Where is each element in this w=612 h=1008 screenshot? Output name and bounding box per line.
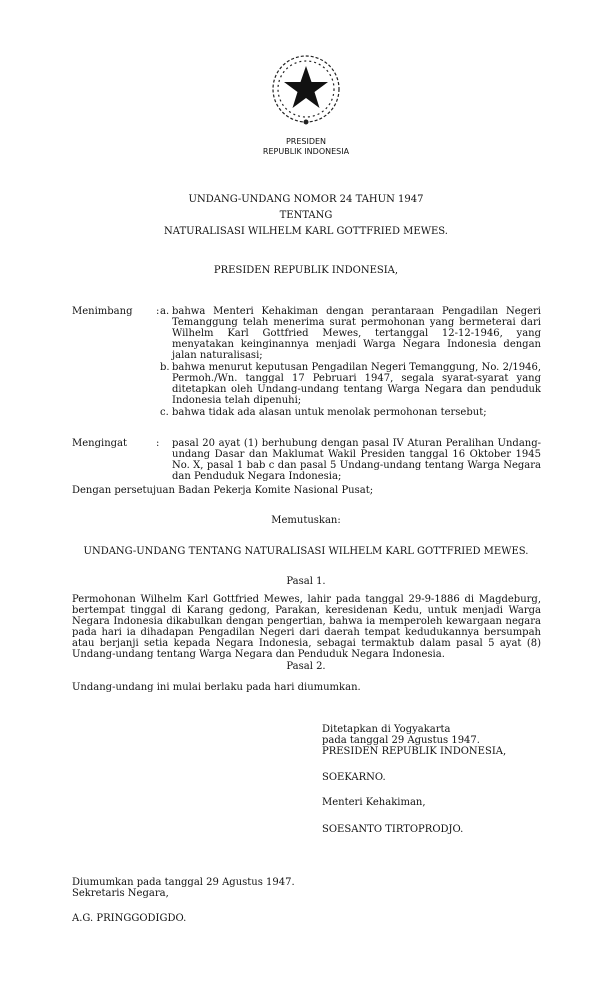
presidential-seal-icon	[268, 52, 344, 128]
title-line-3: NATURALISASI WILHELM KARL GOTTFRIED MEWES.	[164, 226, 448, 237]
menimbang-item-b: b. bahwa menurut keputusan Pengadilan Negeri Temanggung, No. 2/1946, Permoh./Wn. tanggal 17 Pebruari 1947, segala syarat-syarat yang ditetapkan oleh Undang-undang tentang Warga Negara dan penduduk Indonesia telah dipenuhi;	[160, 362, 541, 406]
signature-date: pada tanggal 29 Agustus 1947.	[322, 735, 480, 746]
promulgation-title: Sekretaris Negara,	[72, 888, 169, 899]
menimbang-item-c: c. bahwa tidak ada alasan untuk menolak permohonan tersebut;	[160, 407, 487, 418]
mengingat-text: pasal 20 ayat (1) berhubung dengan pasal IV Aturan Peralihan Undang-undang Dasar dan Maklumat Wakil Presiden tanggal 16 Oktober 1945 No. X, pasal 1 bab c dan pasal 5 Undang-undang tentang Warga Negara dan Penduduk Negara Indonesia;	[172, 438, 541, 482]
promulgation-date: Diumumkan pada tanggal 29 Agustus 1947.	[72, 877, 295, 888]
memutuskan: Memutuskan:	[271, 515, 341, 526]
pasal-1-heading: Pasal 1.	[286, 576, 326, 587]
persetujuan: Dengan persetujuan Badan Pekerja Komite Nasional Pusat;	[72, 485, 374, 496]
minister-name: SOESANTO TIRTOPRODJO.	[322, 824, 464, 835]
mengingat-label: Mengingat	[72, 438, 128, 449]
pasal-1-text: Permohonan Wilhelm Karl Gottfried Mewes, lahir pada tanggal 29-9-1886 di Magdeburg, bertempat tinggal di Karang gedong, Parakan, keresidenan Kedu, untuk menjadi Warga Negara Indonesia dikabulkan dengan pengertian, bahwa ia memperoleh kewargaan negara pada hari ia dihadapan Pengadilan Negeri dari daerah tempat kedudukannya bersumpah atau berjanji setia kepada Negara Indonesia, sebagai termaktub dalam pasal 5 ayat (8) Undang-undang tentang Warga Negara dan Penduduk Negara Indonesia.	[72, 594, 541, 660]
header-republik: REPUBLIK INDONESIA	[262, 147, 350, 156]
issuer: PRESIDEN REPUBLIK INDONESIA,	[213, 265, 399, 276]
title-line-1: UNDANG-UNDANG NOMOR 24 TAHUN 1947	[188, 194, 424, 205]
pasal-2-heading: Pasal 2.	[286, 661, 326, 672]
decree-title: UNDANG-UNDANG TENTANG NATURALISASI WILHELM KARL GOTTFRIED MEWES.	[83, 546, 529, 557]
signature-place: Ditetapkan di Yogyakarta	[322, 724, 451, 735]
header-presiden: PRESIDEN	[285, 137, 327, 146]
pasal-2-text: Undang-undang ini mulai berlaku pada hari diumumkan.	[72, 682, 361, 693]
promulgation-name: A.G. PRINGGODIGDO.	[72, 913, 187, 924]
signature-name: SOEKARNO.	[322, 772, 386, 783]
menimbang-label: Menimbang	[72, 306, 133, 317]
menimbang-colon: :	[156, 306, 160, 317]
title-line-2: TENTANG	[279, 210, 333, 221]
mengingat-colon: :	[156, 438, 160, 449]
minister-title: Menteri Kehakiman,	[322, 797, 426, 808]
menimbang-item-a: a. bahwa Menteri Kehakiman dengan perantaraan Pengadilan Negeri Temanggung telah menerima surat permohonan yang bermeterai dari Wilhelm Karl Gottfried Mewes, tertanggal 12-12-1946, yang menyatakan keinginannya menjadi Warga Negara Indonesia dengan jalan naturalisasi;	[160, 306, 541, 361]
signature-title: PRESIDEN REPUBLIK INDONESIA,	[322, 746, 507, 757]
